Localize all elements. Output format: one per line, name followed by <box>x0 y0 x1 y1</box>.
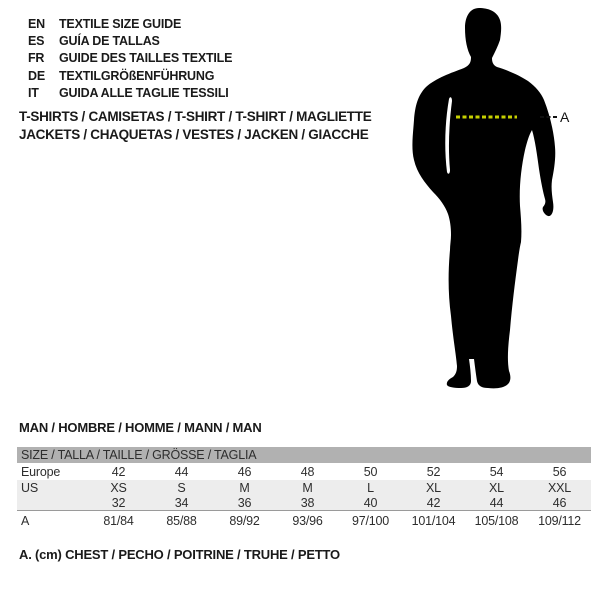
size-cell: 50 <box>363 464 378 479</box>
size-cell: 44 <box>489 495 504 510</box>
lang-label: GUIDA ALLE TAGLIE TESSILI <box>59 85 229 100</box>
section-title-man: MAN / HOMBRE / HOMME / MANN / MAN <box>19 420 262 435</box>
size-cell: 81/84 <box>103 514 134 528</box>
lang-label: GUIDE DES TAILLES TEXTILE <box>59 51 233 66</box>
size-cell: 44 <box>174 464 189 479</box>
size-cell: 34 <box>174 495 189 510</box>
category-line-tshirts: T-SHIRTS / CAMISETAS / T-SHIRT / T-SHIRT / MAGLIETTE <box>19 109 372 124</box>
language-list <box>28 16 232 102</box>
size-cell: 42 <box>111 464 126 479</box>
size-cell: M <box>302 480 313 495</box>
category-line-jackets: JACKETS / CHAQUETAS / VESTES / JACKEN / GIACCHE <box>19 127 369 142</box>
row-label: A <box>21 514 30 528</box>
size-cell: 46 <box>237 464 252 479</box>
size-cell: 42 <box>426 495 441 510</box>
size-cell: XL <box>489 480 504 495</box>
size-cell: L <box>367 480 374 495</box>
size-cell: 89/92 <box>229 514 260 528</box>
lang-label: TEXTILGRÖßENFÜHRUNG <box>59 68 215 83</box>
lang-code: EN <box>28 17 45 31</box>
row-label: Europe <box>21 464 61 479</box>
table-row-numeric <box>17 495 591 510</box>
table-row-europe <box>17 463 591 480</box>
size-cell: 38 <box>300 495 315 510</box>
size-cell: 46 <box>552 495 567 510</box>
size-cell: 93/96 <box>292 514 323 528</box>
lang-code: IT <box>28 85 39 100</box>
size-table-header: SIZE / TALLA / TAILLE / GRÖSSE / TAGLIA <box>17 447 591 463</box>
lang-label: TEXTILE SIZE GUIDE <box>59 17 182 31</box>
size-table <box>17 447 591 531</box>
size-cell: XL <box>426 480 441 495</box>
man-silhouette-svg <box>405 0 600 400</box>
lang-code: FR <box>28 51 45 66</box>
footnote-chest-legend: A. (cm) CHEST / PECHO / POITRINE / TRUHE / PETTO <box>19 547 340 562</box>
size-cell: 105/108 <box>474 514 519 528</box>
size-cell: 40 <box>363 495 378 510</box>
size-cell: XS <box>110 480 127 495</box>
table-band <box>17 480 591 511</box>
size-cell: S <box>177 480 186 495</box>
size-cell: 101/104 <box>411 514 456 528</box>
row-label: US <box>21 480 38 495</box>
size-cell: 85/88 <box>166 514 197 528</box>
lang-code: DE <box>28 68 45 83</box>
size-cell: 32 <box>111 495 126 510</box>
size-cell: XXL <box>547 480 572 495</box>
size-cell: 97/100 <box>351 514 390 528</box>
lang-label: GUÍA DE TALLAS <box>59 34 160 49</box>
size-cell: 52 <box>426 464 441 479</box>
size-cell: 56 <box>552 464 567 479</box>
measurement-a-label: A <box>560 109 570 125</box>
category-block <box>19 108 371 144</box>
man-silhouette-shape <box>412 8 555 388</box>
man-silhouette-figure <box>405 0 600 400</box>
table-row-chest-a <box>17 511 591 531</box>
table-row-us <box>17 480 591 495</box>
lang-code: ES <box>28 34 45 49</box>
size-cell: 36 <box>237 495 252 510</box>
size-cell: 48 <box>300 464 315 479</box>
size-cell: 54 <box>489 464 504 479</box>
size-cell: M <box>239 480 250 495</box>
size-cell: 109/112 <box>538 514 581 528</box>
